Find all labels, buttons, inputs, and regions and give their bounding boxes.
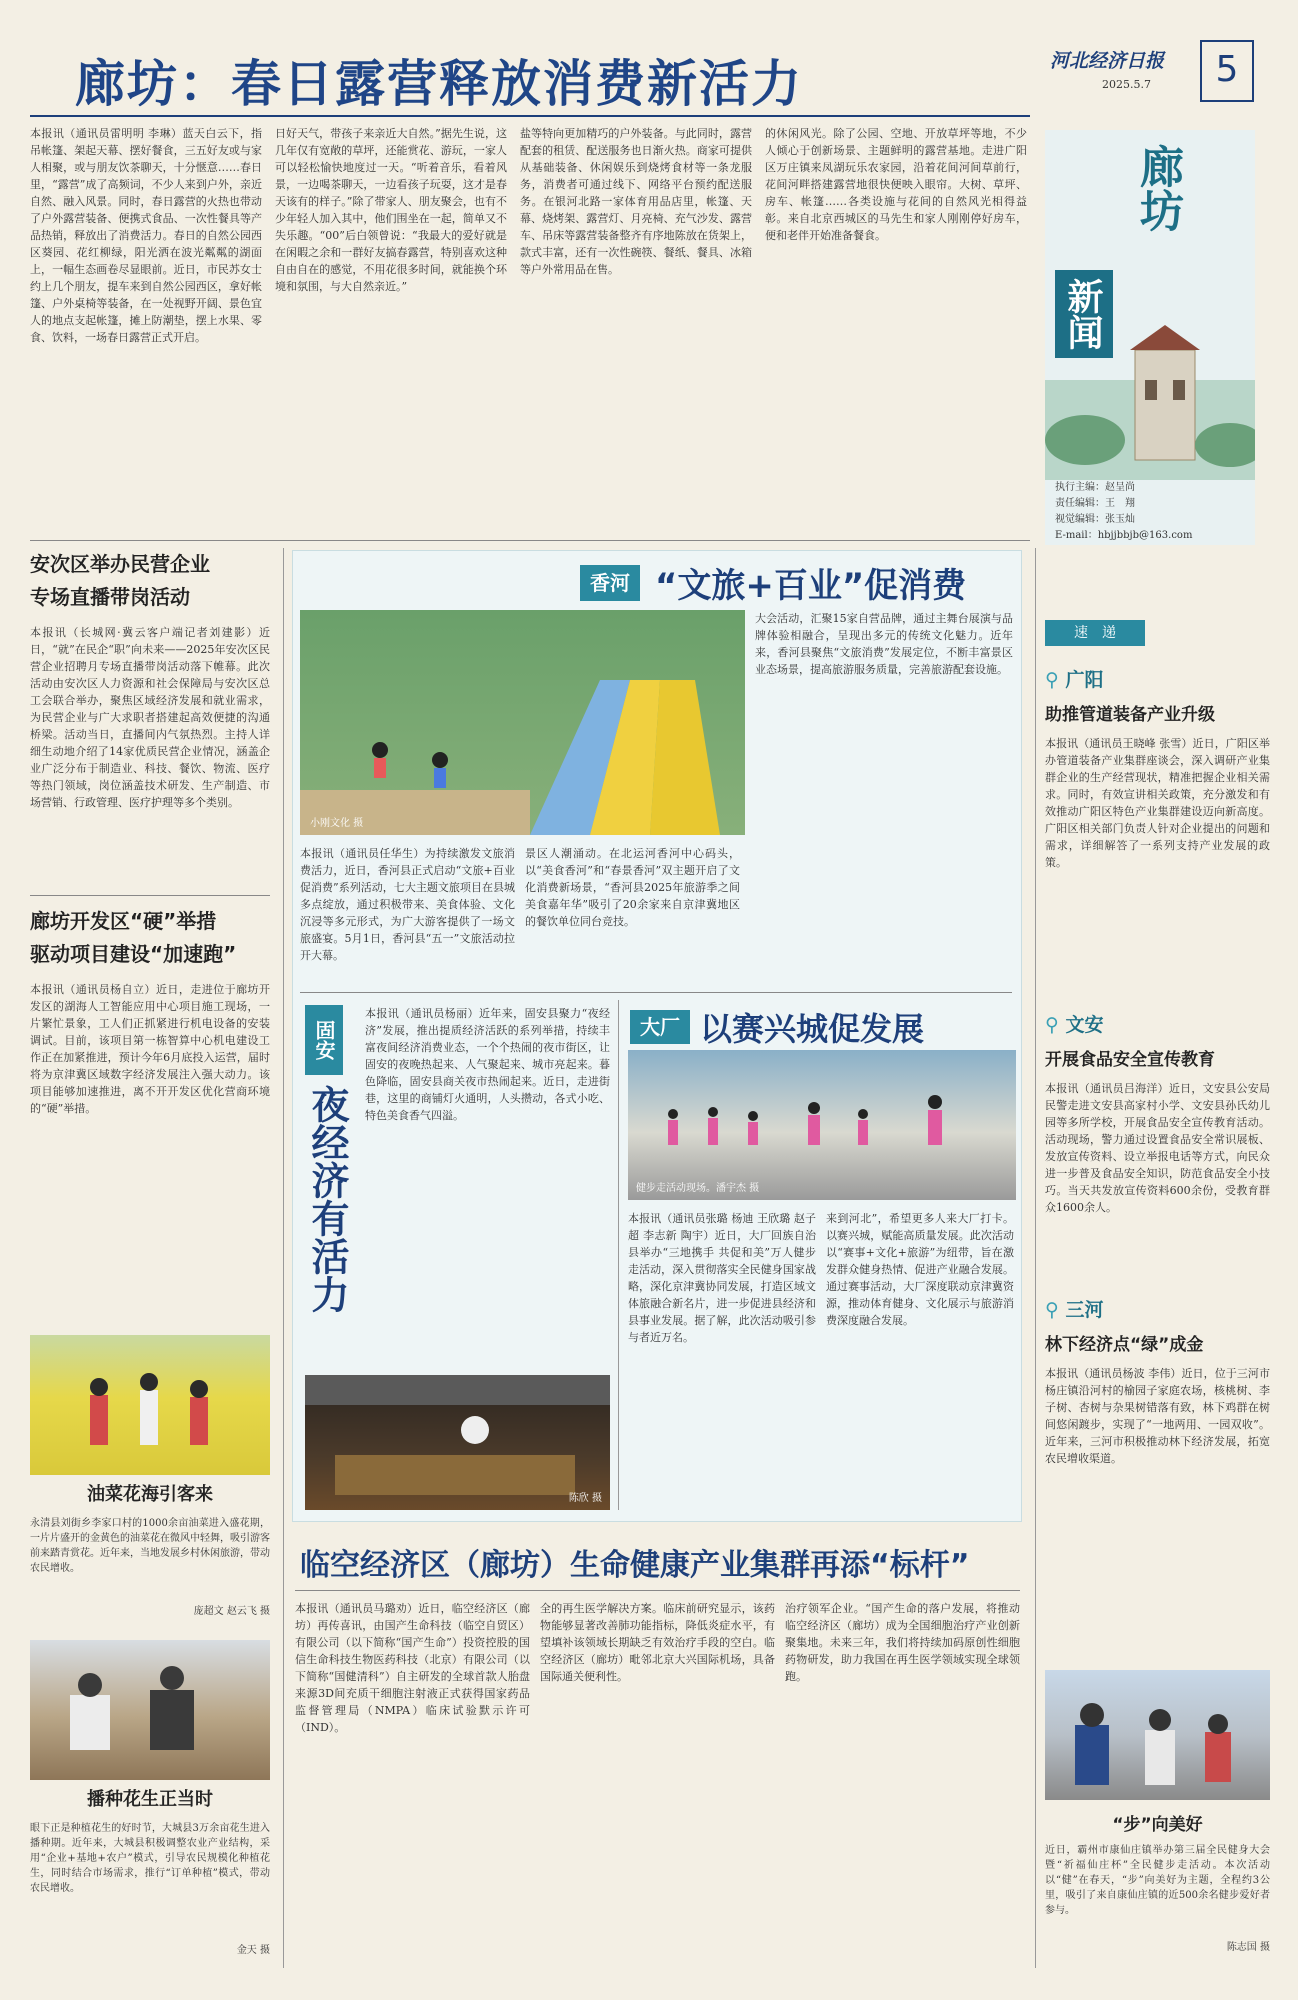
- story-body: 近日，霸州市康仙庄镇举办第三届全民健身大会暨“祈福仙庄杯”全民健步走活动。本次活动以“健”在春天，“步”向美好为主题，全程约3公里，吸引了来自康仙庄镇的近500余名健步爱好者参与。: [1045, 1845, 1270, 1916]
- xianghe-tag: 香河: [580, 565, 640, 601]
- lead-bottom-rule: [30, 540, 1030, 541]
- location-pin-icon: ⚲: [1045, 1014, 1059, 1036]
- quick-place: [1045, 1295, 1270, 1322]
- left-story-1: [30, 548, 270, 888]
- landmark-illustration: [1045, 320, 1255, 480]
- bottom-headline: 临空经济区（廊坊）生命健康产业集群再添“标杆”: [300, 1548, 970, 1583]
- dachang-body-1: 本报讯（通讯员张璐 杨迪 王欣璐 赵子超 李志新 陶宇）近日，大厂回族自治县举办“三地携手 共促和美”万人健步走活动，深入贯彻落实全民健身国家战略，深化京津冀协同发展，打造区域文体旅融合新名片，进一步促进县经济和县事业发展。据了解，此次活动吸引参与者近万名。: [628, 1212, 816, 1344]
- left-rule-1: [30, 895, 270, 896]
- photo-credit: 陈志国 摄: [1226, 1942, 1270, 1953]
- lead-col-3: 盐等特向更加精巧的户外装备。与此同时，露营配套的租赁、配送服务也日渐火热。商家可提供从基础装备、休闲娱乐到烧烤食材等一条龙服务，消费者可通过线下、网络平台预约配送服务。在银河北路一家体育用品店里，帐篷、天幕、烧烤架、露营灯、月亮椅、充气沙发、露营车、吊床等露营装备整齐有序地陈放在货架上，款式丰富，还有一次性碗筷、餐纸、餐具、冰箱等户外常用品在售。: [520, 127, 752, 276]
- place-label: 三河: [1065, 1299, 1104, 1321]
- walk-story: [1045, 1810, 1270, 1970]
- main-headline: 廊坊：春日露营释放消费新活力: [75, 55, 803, 113]
- guan-title: 夜经济有活力: [305, 1085, 349, 1313]
- xianghe-title: “文旅+百业”促消费: [655, 566, 967, 606]
- quick-title: 开展食品安全宣传教育: [1045, 1050, 1215, 1070]
- headline-rule: [30, 115, 1030, 117]
- xianghe-body-2: 景区人潮涌动。在北运河香河中心码头，以“美食香河”和“春景香河”双主题开启了文化消费新场景，“香河县2025年旅游季之间美食嘉年华”吸引了20余家来自京津冀地区的餐饮单位同台竞技。: [525, 847, 740, 928]
- quick-item-guangyang: [1045, 665, 1270, 1005]
- guan-photo: [305, 1375, 610, 1510]
- story-body: 眼下正是种植花生的好时节，大城县3万余亩花生进入播种期。近年来，大城县积极调整农业产业结构，采用“企业+基地+农户”模式，引导农民规模化种植花生，同时结合市场需求，推行“订单种植”模式，带动农民增收。: [30, 1823, 270, 1894]
- story-body: 本报讯（通讯员杨自立）近日，走进位于廊坊开发区的湖海人工智能应用中心项目施工现场，一片繁忙景象，工人们正抓紧进行机电设备的安装调试。目前，该项目第一栋智算中心机电建设工作正在加紧推进，预计今年6月底投入运营，届时将为京津冀区域数字经济发展注入强大动力。该项目能够加速推进，离不开开发区优化营商环境的“硬”举措。: [30, 983, 270, 1115]
- quick-place: [1045, 665, 1270, 692]
- guan-body: 本报讯（通讯员杨丽）近年来，固安县聚力“夜经济”发展，推出提质经济活跃的系列举措，持续丰富夜间经济消费业态，一个个热闹的夜市街区，让固安的夜晚热起来、人气聚起来、城市亮起来。暮色降临，固安县商关夜市热闹起来。近日，走进街巷，这里的商铺灯火通明，人头攒动，各式小吃、特色美食香气四溢。: [365, 1007, 610, 1122]
- quick-body: 本报讯（通讯员吕海洋）近日，文安县公安局民警走进文安县高家村小学、文安县孙氏幼儿园等多所学校，开展食品安全宣传教育活动。活动现场，警力通过设置食品安全常识展板、发放宣传资料、设立举报电话等方式，向民众进一步普及食品安全知识，防范食品安全小技巧。当天共发放宣传资料600余份，受教育群众1600余人。: [1045, 1082, 1270, 1214]
- story-title: 播种花生正当时: [87, 1789, 213, 1810]
- quick-place: [1045, 1010, 1270, 1037]
- guan-tag: 固安: [305, 1005, 343, 1075]
- story-title-line1: 廊坊开发区“硬”举措: [30, 909, 217, 933]
- bottom-body-3: 治疗领军企业。“国产生命的落户发展，将推动临空经济区（廊坊）成为全国细胞治疗产业创新聚集地。未来三年，我们将持续加码原创性细胞药物研发，助力我国在再生医学领域实现全球领跑。: [785, 1602, 1020, 1683]
- section-tag: 新闻: [1055, 270, 1113, 358]
- page-masthead: [1050, 40, 1270, 110]
- peanut-story: [30, 1785, 270, 1965]
- rapeseed-photo: [30, 1335, 270, 1475]
- photo-credit: 金天 摄: [236, 1945, 270, 1956]
- editor-3: 视觉编辑：张玉灿: [1055, 514, 1135, 525]
- lead-col-1: 本报讯（通讯员雷明明 李琳）蓝天白云下，指吊帐篷、架起天幕、摆好餐食，三五好友或与家人相聚，或与朋友饮茶聊天，十分惬意……春日里，“露营”成了高频词，不少人来到户外，亲近自然、融入风景。同时，春日露营的火热也带动了户外露营装备、便携式食品、一次性餐具等产品热销，释放出了消费活力。春日的自然公园西区葵园、花红柳绿，阳光洒在波光粼粼的湖面上，一幅生态画卷尽显眼前。近日，市民苏女士约上几个朋友，提车来到自然公园西区，拿好帐篷、户外桌椅等装备，在一处视野开阔、景色宜人的地点支起帐篷，摊上防潮垫，摆上水果、零食、饮料，一场春日露营正式开启。: [30, 127, 262, 344]
- issue-date: 2025.5.7: [1102, 78, 1151, 91]
- lead-col-2: 日好天气，带孩子来亲近大自然。”据先生说，这几年仅有宽敞的草坪，还能赏花、游玩，一家人可以轻松愉快地度过一天。“听着音乐，看着风景，一边喝茶聊天，一边看孩子玩耍，这才是春天该有的样子。”除了带家人、朋友聚会，也有不少年轻人加入其中，他们围坐在一起，简单又不失乐趣。“00”后白领曾说：“我最大的爱好就是在闲暇之余和一群好友搞春露营，特别喜欢这种自由自在的感觉，不用花很多时间，就能换个环境和氛围，与大自然亲近。”: [275, 127, 507, 293]
- editor-1: 执行主编：赵呈尚: [1055, 482, 1135, 493]
- bottom-headline-rule: [295, 1590, 1020, 1591]
- photo-credit: 陈欣 摄: [568, 1493, 602, 1504]
- story-title: 油菜花海引客来: [87, 1484, 213, 1505]
- left-divider: [283, 548, 284, 1968]
- story-title-line2: 专场直播带岗活动: [30, 585, 190, 609]
- walk-photo: [1045, 1670, 1270, 1800]
- editor-2: 责任编辑：王 翔: [1055, 498, 1135, 509]
- quick-title: 林下经济点“绿”成金: [1045, 1335, 1204, 1355]
- quick-item-sanhe: [1045, 1295, 1270, 1665]
- editor-email: E-mail：hbjjbbjb@163.com: [1055, 530, 1193, 541]
- photo-credit: 健步走活动现场。潘宇杰 摄: [636, 1183, 760, 1194]
- place-label: 文安: [1065, 1014, 1104, 1036]
- bottom-body-2: 全的再生医学解决方案。临床前研究显示，该药物能够显著改善肺功能指标，降低炎症水平，有望填补该领域长期缺乏有效治疗手段的空白。临空经济区（廊坊）毗邻北京大兴国际机场，具备国际通关便利性。: [540, 1602, 775, 1683]
- lead-col-4: 的休闲风光。除了公园、空地、开放草坪等地，不少人倾心于创新场景、主题鲜明的露营基地。走进广阳区万庄镇来凤湖玩乐农家园，沿着花间河间草前行，花间河畔搭建露营地很快便映入眼帘。大树、草坪、房车、帐篷……各类设施与花间的自然风光相得益彰。来自北京西城区的马先生和家人刚刚停好房车，便和老伴开始准备餐食。: [765, 127, 1027, 242]
- xianghe-body-1: 本报讯（通讯员任华生）为持续激发文旅消费活力，近日，香河县正式启动“文旅+百业促消费”系列活动，七大主题文旅项目在县城多点绽放，通过积极带来、美食体验、文化沉浸等多元形式，为广大游客提供了一场文旅盛宴。5月1日，香河县“五一”文旅活动拉开大幕。: [300, 847, 515, 962]
- page-number: 5: [1200, 40, 1254, 102]
- xianghe-body-3: 大会活动，汇聚15家自营品牌，通过主舞台展演与品牌体验相融合，呈现出多元的传统文化魅力。近年来，香河县聚焦“文旅消费”发展定位，不断丰富景区业态场景，提高旅游服务质量，完善旅游配套设施。: [755, 612, 1013, 676]
- feature-divider: [618, 1000, 619, 1510]
- bottom-body-1: 本报讯（通讯员马璐劝）近日，临空经济区（廊坊）再传喜讯，由国产生命科技（临空自贸区）有限公司（以下简称“国产生命”）投资控股的国信生命科技生物医药科技（北京）有限公司（以下简称“国健清科”）自主研发的全球首款人胎盘来源3D间充质干细胞注射液正式获得国家药品监督管理局（NMPA）临床试验默示许可（IND）。: [295, 1602, 530, 1734]
- xianghe-photo: [300, 610, 745, 835]
- dachang-body-2: 来到河北”，希望更多人来大厂打卡。以赛兴城，赋能高质量发展。此次活动以“赛事+文化+旅游”为纽带，旨在激发群众健身热情、促进产业融合发展。通过赛事活动，大厂深度联动京津冀资源，推动体育健身、文化展示与旅游消费深度融合发展。: [826, 1212, 1014, 1327]
- section-city: 廊坊: [1132, 144, 1183, 232]
- story-body: 本报讯（长城网·冀云客户端记者刘建影）近日，“就”在民企“职”向未来——2025年安次区民营企业招聘月专场直播带岗活动落下帷幕。此次活动由安次区人力资源和社会保障局与安次区总工会联合举办，聚焦区域经济发展和就业需求，为民营企业与广大求职者搭建起高效便捷的沟通桥梁。活动当日，直播间内气氛热烈。主持人详细生动地介绍了14家优质民营企业情况，涵盖企业广泛分布于制造业、科技、餐饮、物流、医疗等热门领域，岗位涵盖技术研发、生产制造、市场营销、行政管理、医疗护理等多个类别。: [30, 626, 270, 809]
- section-banner: [1045, 130, 1255, 545]
- peanut-photo: [30, 1640, 270, 1780]
- story-body: 永清县刘街乡李家口村的1000余亩油菜进入盛花期，一片片盛开的金黄色的油菜花在微风中轻舞，吸引游客前来踏青赏花。近年来，当地发展乡村休闲旅游，带动农民增收。: [30, 1518, 270, 1574]
- quick-news-header: 速 递: [1045, 620, 1145, 646]
- quick-title: 助推管道装备产业升级: [1045, 705, 1215, 725]
- feature-rule-1: [300, 992, 1012, 993]
- dachang-photo: [628, 1050, 1016, 1200]
- location-pin-icon: ⚲: [1045, 669, 1059, 691]
- paper-name: 河北经济日报: [1050, 50, 1165, 72]
- story-title-line1: 安次区举办民营企业: [30, 552, 210, 576]
- story-title: “步”向美好: [1112, 1815, 1203, 1835]
- left-story-2: [30, 905, 270, 1325]
- right-divider: [1035, 548, 1036, 1968]
- photo-credit: 小刚文化 摄: [310, 818, 364, 829]
- quick-body: 本报讯（通讯员王晓峰 张雪）近日，广阳区举办管道装备产业集群座谈会，深入调研产业集群企业的生产经营现状，精准把握企业相关需求。同时，有效宣讲相关政策，充分激发和有效推动广阳区特色产业集群建设迈向新高度。广阳区相关部门负责人针对企业提出的问题和需求，详细解答了一系列支持产业发展的政策。: [1045, 737, 1270, 869]
- location-pin-icon: ⚲: [1045, 1299, 1059, 1321]
- quick-body: 本报讯（通讯员杨波 李伟）近日，位于三河市杨庄镇沿河村的榆园子家庭农场，核桃树、李子树、杏树与杂果树错落有致，林下鸡群在树间悠闲踱步，实现了“一地两用、一园双收”。近年来，三河市积极推动林下经济发展，拓宽农民增收渠道。: [1045, 1367, 1270, 1465]
- dachang-tag: 大厂: [630, 1010, 690, 1044]
- place-label: 广阳: [1065, 669, 1104, 691]
- story-title-line2: 驱动项目建设“加速跑”: [30, 942, 237, 966]
- photo-credit: 庞超文 赵云飞 摄: [193, 1606, 270, 1617]
- rapeseed-story: [30, 1480, 270, 1630]
- dachang-title: 以赛兴城促发展: [700, 1010, 925, 1048]
- quick-item-wenan: [1045, 1010, 1270, 1300]
